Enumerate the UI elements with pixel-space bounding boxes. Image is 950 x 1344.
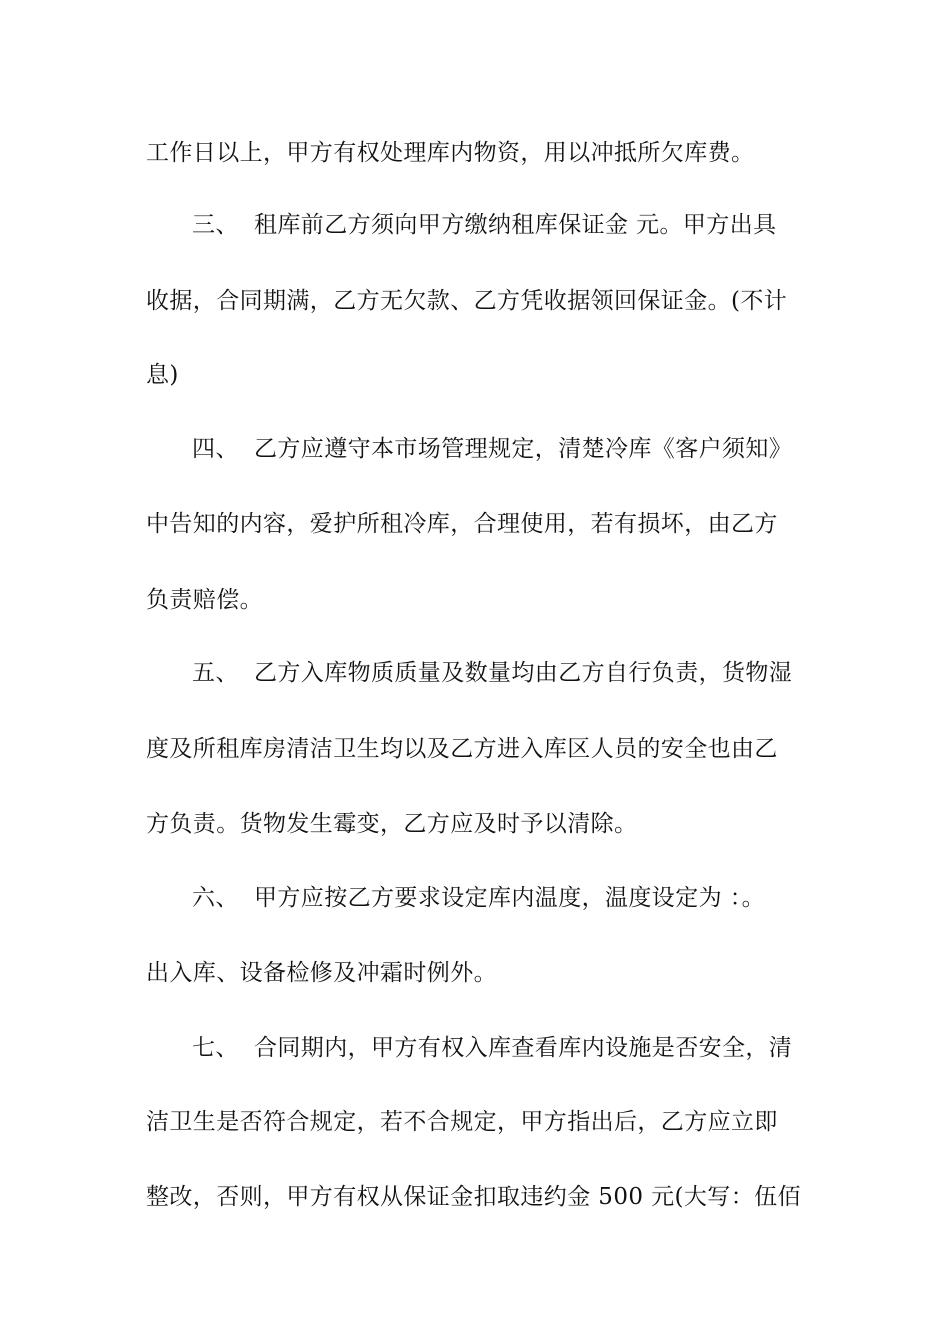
clause-5-line: [192, 658, 792, 688]
paragraph-line: 息): [146, 362, 179, 388]
clause-text: 乙方应遵守本市场管理规定，清楚冷库《客户须知》: [254, 436, 793, 462]
clause-number: 七、: [192, 1035, 239, 1061]
clause-text: 乙方入库物质质量及数量均由乙方自行负责，货物湿: [254, 660, 793, 686]
paragraph-line: 洁卫生是否符合规定，若不合规定，甲方指出后，乙方应立即: [146, 1109, 778, 1135]
clause-6-line: [192, 883, 765, 913]
clause-text: 合同期内，甲方有权入库查看库内设施是否安全，清: [254, 1035, 793, 1061]
clause-number: 六、: [192, 885, 239, 911]
paragraph-line: 收据，合同期满，乙方无欠款、乙方凭收据领回保证金。(不计: [146, 288, 788, 314]
clause-number: 三、: [192, 212, 239, 238]
clause-text: 甲方应按乙方要求设定库内温度，温度设定为 ：。: [254, 885, 766, 911]
clause-number: 五、: [192, 660, 239, 686]
clause-text: 租库前乙方须向甲方缴纳租库保证金 元。甲方出具: [254, 212, 777, 238]
paragraph-line: 度及所租库房清洁卫生均以及乙方进入库区人员的安全也由乙: [146, 736, 778, 762]
paragraph-line: 整改，否则，甲方有权从保证金扣取违约金 500 元(大写：伍佰: [146, 1184, 801, 1210]
clause-3-line: [192, 210, 777, 240]
paragraph-line: 出入库、设备检修及冲霜时例外。: [146, 960, 497, 986]
clause-7-line: [192, 1033, 792, 1063]
clause-4-line: [192, 434, 792, 464]
paragraph-line: 中告知的内容，爱护所租冷库，合理使用，若有损坏，由乙方: [146, 511, 778, 537]
paragraph-line: 方负责。货物发生霉变，乙方应及时予以清除。: [146, 811, 638, 837]
clause-number: 四、: [192, 436, 239, 462]
paragraph-line: 工作日以上，甲方有权处理库内物资，用以冲抵所欠库费。: [146, 140, 755, 166]
paragraph-line: 负责赔偿。: [146, 587, 263, 613]
